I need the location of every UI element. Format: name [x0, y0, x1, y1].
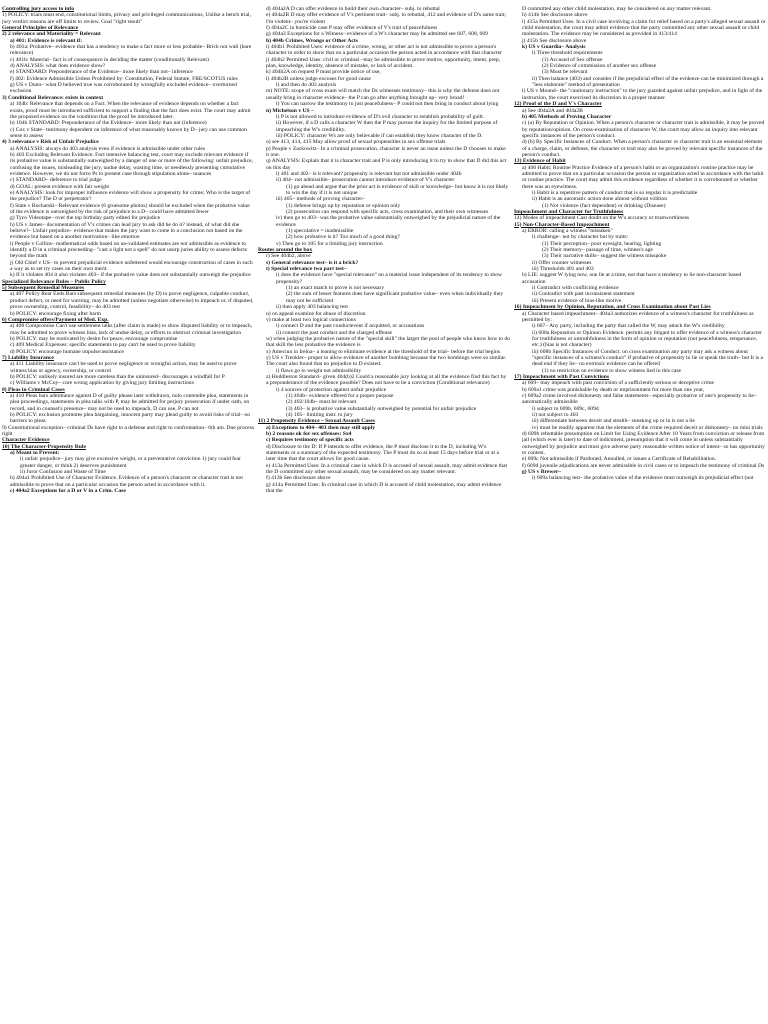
outline-line: g) US v Brewer–: [522, 469, 562, 476]
outline-line: 1) POLICY: trials must end, constitutional limits, privacy and privileged communications, Unlike a bench trial, jury verdict reasons are off limits to review. Goal "right result": [2, 12, 251, 25]
outline-line: c) (a) By Reputation or Opinion. When a person's character or character trait is admissible, it may be proved by reputation/opinion. On cross-examination of character W, the court may allow an inquiry into relevant specific instances of the person's conduct.: [522, 120, 765, 139]
section-heading: 10) The Character-Propensity Rule: [2, 443, 86, 450]
outline-line: a) 104b: Relevance that depends on a Fact. When the relevance of evidence depends on whether a fact exists, proof must be introduced sufficient to support a finding that the fact does exist. The court may admit the proposed evidence on the condition that the proof be introduced later.: [10, 101, 251, 120]
outline-line: i) challenge– not by character but by traits:: [532, 234, 629, 241]
section-heading: Character Evidence: [2, 437, 50, 444]
outline-line: c) 401b: Material– fact is of consequence in deciding the matter (conditionally Relevant): [10, 56, 209, 63]
outline-line: i) 415a Permitted Uses: In a civil case involving a claim for relief based on a party's alleged sexual assault or child molestation, the court may admit evidence that the party committed any other sexual assault or child molestation. The evidence may be considered as provided in 413/414: [522, 18, 766, 38]
outline-line: i) Habit is a repetitive pattern of conduct that is so regular it is predictable: [532, 189, 698, 196]
outline-line: g) US v Dunn– what D believed true was corroborated by wrongfully excluded evidence– overturned exclusion: [10, 82, 237, 95]
outline-line: iii) Thresholds 401 and 403: [532, 266, 594, 273]
outline-line: d) 404a2A D can offer evidence to build their own character– subj. to rebuttal: [266, 6, 440, 12]
outline-line: e) 413a Permitted Uses: In a criminal case in which D is accused of sexual assault, may admit evidence that the D committed any other sexual assault, may be considered on any matter relevant.: [266, 462, 508, 476]
outline-line: ii) Habit is an automatic action done almost without volition: [532, 196, 668, 203]
outline-line: k) 404b2A on request P must provide notice of use,: [266, 69, 381, 76]
outline-line: ii) 608a Reputation or Opinion Evidence. permits any litigant to offer evidence of a witness's character for truthfulness or untruthfulness in the form of opinion or reputation (not peacefulness, temperance, etc.) (bias is not character): [532, 329, 762, 349]
outline-line: iii) 405– methods of proving character–: [276, 196, 366, 203]
outline-line: d) GOAL: present evidence with fair weight: [10, 183, 110, 190]
outline-line: c) 404a2 Exceptions for a D or V in a Crim. Case: [10, 488, 126, 495]
outline-line: a) ANALYSIS: always do 403 analysis even if evidence is admissible under other rules: [10, 145, 206, 152]
outline-line: i) P is not allowed to introduce evidence of D's evil character to establish probability of guilt.: [276, 113, 485, 120]
section-heading: General Principles of Relevance: [2, 25, 79, 32]
outline-line: v) Then go to 105 for a limiting jury instruction: [276, 240, 383, 247]
outline-line: i) flaws go to weight not admissibility: [276, 367, 362, 374]
outline-line: (1) 404b– evidence offered for a proper purpose: [286, 392, 394, 399]
outline-line: d) (b) By Specific Instances of Conduct. When a person's character or character trait is an essential element of a charge, claim, or defense, the character or trait may also be proved by relevant specific instances of the person's conduct.: [522, 139, 763, 158]
outline-line: b) 609a1 crime was punishable by death or imprisonment for more than one year,: [522, 386, 705, 393]
outline-line: a) 407 Policy Rear Ends Bars subsequent remedial measures (by D) to prove negligence, culpable conduct, product defect, or need for warning, may be admitted (unless negotiate otherwise) to impeach or, if disputed, prove ownership, control, feasibility– do 403 test: [10, 291, 254, 311]
outline-line: (2) prosecution can respond with specific acts, cross examination, and their own witnesses: [286, 209, 489, 215]
outline-line: 3) Conditional Relevance: exists in context: [2, 94, 104, 101]
outline-line: iii) differentiate between deceit and stealth– sneaking up or in is not a lie: [532, 418, 695, 425]
outline-line: t) Special relevance two part test–: [266, 266, 347, 273]
outline-line: b) POLICY: encourage fixing after harm: [10, 310, 101, 317]
outline-line: 4) 3 relevance v Risk of Unfair Prejudice: [2, 139, 99, 146]
outline-line: l) US v Mound– the "cautionary instruction" to the jury guarded against unfair prejudice, and in light of the instruction, the court exercised its discretion in a proper manner.: [522, 88, 763, 101]
outline-line: ii) Then balance (403) and consider if the prejudicial effect of the evidence can be minimized through a "less elaborate" method of presentation: [532, 75, 764, 89]
section-heading: 8) Pleas in Criminal Cases: [2, 386, 65, 393]
outline-line: i) 404b1 Prohibited Uses: evidence of a crime, wrong, or other act is not admissible to prove a person's character in order to show that on a particular occasion the person acted in accordance with that character: [266, 44, 502, 57]
outline-line: e) ANALYSIS: look for improper influence evidence will show a propensity for crime; Who is the target of the prejudice? The D or perpetrator?: [10, 189, 251, 203]
outline-line: iv) must be readily apparent that the elements of the crime required deceit or dishonesty– no mini trials: [532, 424, 763, 431]
outline-line: ii) 404– not admissible– prosecution cannot introduce evidence of V's character: [276, 177, 455, 184]
outline-line: p) People v Zackowitz– In a criminal prosecution, character is never an issue unless the D chooses to make it one.: [266, 145, 506, 158]
outline-line: ii) Offer counter witnesses: [532, 259, 592, 266]
outline-line: iii) 608b Specific Instances of Conduct. on cross examination any party may ask a witness about "specific instances of a witness's conduct" if probative of propensity to lie or speak the truth– but It is a dead end if they lie– no extrinsic evidence can be offered: [532, 348, 763, 368]
outline-line: n) Michelson v US –: [266, 107, 314, 114]
outline-line: j) 404b2 Permitted Uses: civil or criminal –may be admissible to prove motive, opportunity, intent, prep, plan, knowledge, identity, absence of mistake, or lack of accident.: [266, 56, 501, 70]
outline-line: m) NOTE: scope of cross exam will match the Ds witnesses testimony– this is why the defense does not usually bring in character evidence– the P can go after anything brought up– very broad!: [266, 88, 500, 101]
outline-line: h) US v James– documentation of V's crimes can lead jury to ask did he do it? instead, of what did she believe?– Unfair prejudice– evidence that makes the jury want to come to a conclusion not based on the evidence but based on a another motivation– like emotion: [10, 221, 243, 241]
outline-line: e) 609c Not admissible if Pardoned, Annulled, or issues a Certificate of Rehabilitation.: [522, 456, 717, 463]
outline-line: l) 404b2B unless judge excuses for good cause: [266, 75, 371, 82]
section-heading: 16) Impeachment by Opinion, Reputation, and Cross Examination about Past Lies: [514, 304, 711, 311]
outline-line: f) 402: Evidence Admissible Unless Prohibited by: Constitution, Federal Statute, FRE/SCOTUS rules: [10, 75, 238, 82]
outline-line: i) 401 and 402– is it relevant? propensity is relevant but not admissible under 404b: [276, 170, 462, 177]
outline-line: (4) 105– limiting instr. to jury: [286, 412, 353, 418]
outline-line: c) Williams v McCoy– cure wrong application by giving jury limiting instructions: [10, 380, 194, 387]
section-heading: Impeachment and Character for Truthfulness: [514, 209, 624, 215]
section-heading: 15) Non-Character-Based Impeachment: [514, 221, 610, 228]
outline-line: (1) an exact match to prove is not necessary: [286, 285, 385, 292]
outline-line: i) You can narrow the testimony to just peacefulness– P could not then bring in conduct about lying: [276, 101, 499, 108]
outline-line: i) 4 sources of protection against unfair prejudice: [276, 386, 387, 393]
outline-line: j) Old Chief v US– to prevent prejudicial evidence unfettered would encourage construction of cases in such a way as to set try cases on their own merit.: [10, 259, 253, 273]
outline-line: c) 609a2 crime involved dishonesty and false statements– especially probative of one's propensity to lie– automatically admissible: [522, 392, 757, 406]
outline-line: w) when judging the probative nature of the "special skill" the larger the pool of people who know how to do that skill the less probative the evidence is: [266, 335, 510, 349]
outline-line: k) If it violates 404 it also violates 403– if the probative value does not substantially outweigh the prejudice: [10, 272, 251, 279]
outline-line: b) POLICY: exclusion promotes plea bargaining, innocent party may plead guilty to avoid risks of trial– no barriers to pleas: [10, 412, 251, 425]
outline-line: g) Tyco Videotape– over the top birthday party edited for prejudice: [10, 215, 161, 222]
outline-line: c) Cox v State– testimony dependent on inference of what reasonably known by D– jury can use common sense to assess: [10, 126, 247, 139]
column-left: [2, 6, 254, 1024]
outline-line: b) 401a: Probative– evidence that has a tendency to make a fact more or less probable– Brick not wall (bare relevance): [10, 44, 252, 57]
outline-line: b) POLICY: may be motivated by desire for peace, encourage compromise: [10, 335, 178, 342]
outline-line: i) Contradict with conflicting evidence: [532, 285, 619, 292]
outline-line: a) 410 Pleas bars admittance against D of guilty please later withdrawn, nolo contendre plea, statements in plea proceedings, statements in plea talks with P, may be admitted for perjury prosecution if under oath, on record, and in counsel's presence– may not be used to impeach, D can use, P can not: [10, 392, 250, 412]
outline-line: v) make at least two logical connections: [266, 316, 356, 323]
outline-line: (1) Accused of Sex offense: [542, 56, 603, 63]
outline-line: (3) 403– is probative value substantially outweighed by potential for unfair prejudice: [286, 405, 477, 412]
outline-line: a) 406 Habit; Routine Practice Evidence of a person's habit or an organization's routine practice may be admitted to prove that on a particular occasion the person or organization acted in accordance with the habit or routine practice. The court may admit this evidence regardless of whether it is corroborated or whether there was an eyewitness.: [522, 164, 764, 190]
outline-line: a) 401: Evidence is relevant if:: [10, 37, 83, 44]
outline-line: c) 409 Medical Expenses: specific statements to pay can't be used to prove liability: [10, 342, 196, 349]
outline-line: b) 104b STANDARD: Preponderance of the Evidence– more likely than not (inference): [10, 120, 207, 127]
outline-line: i) People v Collins– mathematical odds based on un-validated estimates are not admissible as evidence to identify a D in a criminal proceeding– "cast a light not a spell" do not usurp juries ability to assess defects beyond the math: [10, 240, 247, 260]
outline-line: (1) no restriction on evidence to show witness lied in this case: [542, 367, 682, 374]
outline-line: a) ERROR: calling a witness "mistaken": [522, 228, 613, 235]
section-heading: 5) Subsequent Remedial Measures: [2, 285, 85, 292]
outline-line: (2) 402/104b– must be relevant: [286, 399, 357, 406]
column-middle: [258, 6, 510, 1024]
outline-line: d) ANALYSIS: what does evidence show?: [10, 63, 106, 70]
outline-line: iv) then go to 403– was the probative value substantially outweighed by the prejudicial nature of the evidence: [276, 215, 501, 228]
outline-line: u) on appeal examine for abuse of discretion: [266, 310, 366, 317]
outline-line: ii) then apply 403 balancing test: [276, 304, 348, 311]
outline-line: z) Huddleston Standard– given 404(b)2 Could a reasonable jury looking at all the evidence find this fact by a preponderance of the evidence possible? Does not have to be a conviction (Conditional relevance): [266, 373, 507, 387]
outline-line: iii) Present evidence of bias-like motive: [532, 297, 622, 304]
outline-line: d) POLICY: encourage humane impulse/assistance: [10, 348, 124, 355]
outline-line: j) 415b See disclosure above: [522, 37, 587, 44]
outline-line: a) Meant to Prevent:: [10, 450, 60, 457]
outline-line: o) see 413, 414, 415 May allow proof of sexual propensities in sex offense trials: [266, 139, 446, 146]
outline-line: a) Character based impeachment– 404a3 authorizes evidence of a witness's character for truthfulness as permitted by:: [522, 310, 754, 323]
outline-line: ii) However, if a D calls a character W then the P may pursue the inquiry for the limited purpose of impeaching the W's credibility.: [276, 120, 498, 133]
outline-line: (2) the sum of lesser features does have significant probative value– even when individually they may not be sufficient: [286, 291, 504, 304]
outline-line: b) 2 reasons ok for sex offenses: Sx4: [266, 431, 352, 438]
outline-line: b) 405 Methods of Proving Character: [522, 113, 612, 120]
outline-line: y) US v Trenkler– proper to allow evidence of another bombing because the two bombings were so similar. The court also found that no prejudice to D existed.: [266, 354, 507, 368]
outline-line: g) 404a3 Exceptions for a Witness– evidence of a W's character may be admitted see 607, 608, 609: [266, 31, 488, 38]
outline-line: a) See 404a2A and 404a2B: [522, 107, 583, 114]
section-heading: 17) Impeachment with Past Convictions: [514, 373, 610, 380]
outline-line: ii) not subject to 403: [532, 412, 579, 418]
outline-line: b) 404a1 Prohibited Use of Character Evidence. Evidence of a person's character or character trait is not admissible to prove that on a particular occasion the person acted in accordance with it.: [10, 475, 243, 488]
outline-line: (2) Their memory– passage of time, witness's age: [542, 247, 653, 254]
outline-line: g) 414a Permitted Uses: In criminal case in which D is accused of child molestation, may admit evidence that the: [266, 481, 502, 495]
column-right: [514, 6, 766, 1024]
outline-line: i) subject to 609b, 609c, 609d: [532, 405, 599, 412]
section-heading: 12) Proof of the D and V's Character: [514, 101, 602, 108]
outline-line: 14) Modes of impeachment Cast doubt on the W's accuracy or trustworthiness: [514, 215, 690, 222]
outline-line: (2) how probative is it? Too much of a good thing?: [286, 234, 400, 241]
outline-line: (1) go ahead and argue that the prior act is evidence of skill or knowledge– but know it is not likely to win the day if it is not unique: [286, 183, 509, 196]
outline-line: (1) speculative = inadmissible: [286, 228, 354, 235]
outline-line: x) Ameciun in Ireina– a leaning to eliminate evidence at the threshold of the trial– before the trial begins: [266, 348, 500, 355]
outline-line: c) Requires testimony of specific acts: [266, 437, 354, 444]
outline-line: (3) Their narrative skills– suggest the witness misspoke: [542, 253, 667, 260]
outline-line: a) 411 Liability insurance can't be used to prove negligence or wrongful action, may be used to prove witness bias or agency, ownership, or control: [10, 361, 237, 374]
outline-line: d) 609b rebuttable presumption on Limit for Using Evidence After 10 Years from conviction or release from jail (which ever is later) to date of indictment, presumption that it will come in unless substantially outweighed by prejudice and must give adverse party reasonable written notice of intent– so has opportunity to contest.: [522, 431, 765, 457]
outline-line: 2) 2 relevance and Materiality = Relevant: [2, 31, 101, 38]
section-heading: 7) Liability Insurance: [2, 354, 54, 361]
outline-line: q) ANALYSIS: Explain that it is character trait and P is only introducing it to try to show that D did this act on this day: [266, 158, 507, 171]
outline-line: i) does the evidence have "special relevance" on a material issue independent of its tendency to show propensity?: [276, 272, 503, 285]
outline-line: i) unfair prejudice– jury may give excessive weight, or a preventative conviction 1) jury could fear greater danger, or think 2) deserves punishment: [20, 456, 241, 469]
outline-line: ii) Juror Confusion and Waste of Time: [20, 469, 106, 476]
outline-line: e) 404a2B D may offer evidence of V's pertinent trait– subj. to rebuttal, 412 and evidence of D's same trait; I'm violent– you're violent: [266, 12, 506, 25]
outline-line: a) Exceptions to 404– 403 then may still apply: [266, 424, 376, 431]
outline-line: b) LIE: suggest W lying now, one lie at a time, not that have a tendency to lie non-character based accusation: [522, 272, 742, 285]
outline-line: b) 403 Excluding Relevant Evidence. Fact intensive balancing test, court may exclude relevant evidence if its probative value is substantially outweighed by a danger of one or more of the following: unfair prejudice, confusing the issues, misleading the jury, undue delay, wasting time, or needlessly presenting cumulative evidence. However, we do not force Ps to present case through stipulation alone– nuances: [10, 151, 253, 177]
outline-line: f) State v Bocharski– Relevant evidence (6 gruesome photos) should be excluded when the probative value of the evidence is outweighed by the risk of prejudice to a D– could have admitted fewer: [10, 202, 250, 215]
outline-line: f) 413b See disclosure above: [266, 475, 331, 482]
outline-line: (2) Evidence of commission of another sex offense: [542, 63, 657, 70]
outline-line: i) 607– Any party, including the party that called the W, may attack the W's credibility: [532, 323, 725, 330]
outline-line: i) Three threshold requirements: [532, 50, 603, 57]
outline-line: (1) Not violence (fact dependent) or drinking (Disease): [542, 202, 666, 209]
outline-line: (3) Must be relevant: [542, 69, 588, 76]
outline-line: b) POLICY: unlikely insured are more careless than the uninsured– discourages a windfall for P: [10, 373, 225, 380]
outline-line: f) 609d juvenile adjudications are never admissible in civil cases or to impeach the testimony of criminal Ds: [522, 462, 765, 469]
outline-line: c) STANDARD– deference to trial judge: [10, 177, 102, 184]
outline-line: r) See 404b2, above: [266, 253, 311, 260]
outline-line: a) 609– may impeach with past conviction of a sufficiently serious or deceptive crime: [522, 380, 715, 387]
outline-line: (1) Their perception– poor eyesight, hearing, lighting: [542, 240, 662, 247]
outline-line: k) US v Guardia– Analysis: [522, 44, 586, 51]
outline-line: D committed any other child molestation, may be considered on any matter relevant.: [522, 6, 712, 12]
outline-line: ii) connect the past conduct and the charged offense: [276, 329, 392, 336]
outline-line: i) and then do 403 analysis: [276, 82, 337, 89]
section-heading: 13) Evidence of Habit: [514, 158, 566, 165]
outline-line: e) STANDARD: Preponderance of the Evidence– more likely than not– inference: [10, 69, 193, 76]
section-heading: 11) 2 Propensity Evidence – Sexual Assault Cases: [258, 418, 375, 425]
outline-line: h) 414b See disclosure above: [522, 12, 588, 19]
outline-line: 9) Constitutional exception– criminal Ds have right to a defense and right to confrontation– 6th am. Due process right: [2, 424, 254, 438]
outline-line: (1) defense brings up by reputation or opinion only: [286, 202, 401, 209]
section-heading: Controlling jury access to info: [2, 6, 74, 12]
outline-line: a) 408 Compromise Can't use settlement talks (after claim is made) to show disputed liability or to impeach, may be admitted to prove witness bias, lack of undue delay, or efforts to obstruct criminal investigation: [10, 323, 253, 336]
outline-line: d) Disclosure to the D: If P intends to offer evidence, the P must disclose it to the D, including W's statements or a summary of the expected testimony. The P must do so at least 15 days before trial or at a later time that the court allows for good cause.: [266, 443, 499, 463]
outline-line: i) connect D and the past conductevent if acquitted, or accusations: [276, 323, 425, 330]
section-heading: Routes around the box: [258, 247, 313, 254]
section-heading: Specialized Relevance Rules – Public Policy: [2, 278, 106, 285]
outline-line: s) General relevance test– is it a brick?: [266, 259, 359, 266]
section-heading: 6) Compromise offers/Payment of Med. Exp.: [2, 316, 109, 323]
outline-line: f) 404a2C in homicide case P may offer evidence of V's trait of peacefulness: [266, 25, 438, 32]
outline-line: iii) POLICY: character Ws are only believable if can establish they know character of the D.: [276, 132, 483, 139]
outline-line: i) 609a balancing test– the probative value of the evidence must outweigh its prejudicial effect (not: [532, 475, 754, 482]
outline-line: ii) Contradict with past inconsistent statement: [532, 291, 635, 298]
outline-line: h) 404b Crimes, Wrongs or Other Acts: [266, 37, 358, 44]
